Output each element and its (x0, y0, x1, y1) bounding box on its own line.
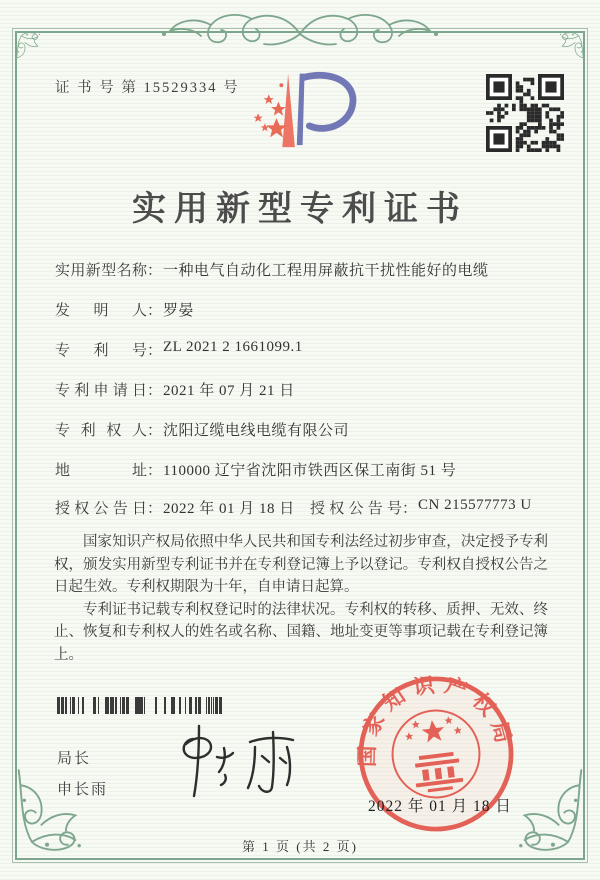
field-grant-date (55, 497, 310, 518)
field-address (55, 459, 550, 499)
seal-text: 国家知识产权局 (355, 672, 518, 768)
grant-row (55, 497, 550, 518)
top-left-flourish-icon (14, 30, 54, 70)
page-number: 第 1 页 (共 2 页) (242, 839, 358, 854)
field-label: 专利申请日 (55, 383, 147, 399)
field-label: 实用新型名称 (55, 263, 147, 279)
field-grant-number (310, 497, 532, 518)
field-list (55, 259, 550, 499)
field-patentee (55, 419, 550, 459)
field-label: 发明人 (55, 303, 147, 319)
field-value: 沈阳辽缆电线电缆有限公司 (163, 423, 350, 439)
field-patent-number (55, 339, 550, 379)
field-label: 地址 (55, 463, 147, 479)
field-label: 专利号 (55, 343, 147, 359)
field-value: ZL 2021 2 1661099.1 (163, 339, 303, 355)
field-application-date (55, 379, 550, 419)
director-signature (158, 720, 323, 810)
field-value: 罗晏 (163, 303, 195, 319)
field-colon: ： (147, 423, 163, 439)
field-value: CN 215577773 U (418, 497, 532, 513)
field-value: 一种电气自动化工程用屏蔽抗干扰性能好的电缆 (163, 263, 489, 279)
field-colon: ： (147, 463, 163, 479)
legal-text (54, 531, 548, 666)
top-center-flourish-icon (140, 4, 460, 60)
field-value: 2021 年 07 月 21 日 (163, 383, 295, 399)
field-label: 授权公告号 (310, 501, 402, 517)
certificate-title: 实用新型专利证书 (132, 191, 468, 228)
director-title: 局长 (57, 751, 92, 767)
seal-date: 2022 年 01 月 18 日 (368, 798, 512, 815)
field-colon: ： (147, 343, 163, 359)
field-colon: ： (147, 263, 163, 279)
cnipa-logo-icon (233, 66, 378, 176)
legal-paragraph-1: 国家知识产权局依照中华人民共和国专利法经过初步审查，决定授予专利权，颁发实用新型专利证书并在专利登记簿上予以登记。专利权自授权公告之日起生效。专利权期限为十年，自申请日起算。 (54, 534, 548, 595)
field-colon: ： (147, 501, 163, 517)
field-colon: ： (147, 303, 163, 319)
field-colon: ： (402, 501, 418, 517)
legal-paragraph-2: 专利证书记载专利权登记时的法律状况。专利权的转移、质押、无效、终止、恢复和专利权人的姓名或名称、国籍、地址变更等事项记载在专利登记簿上。 (54, 601, 548, 663)
field-inventor (55, 299, 550, 339)
field-value: 110000 辽宁省沈阳市铁西区保工南街 51 号 (163, 463, 457, 479)
top-right-flourish-icon (546, 30, 586, 70)
field-utility-model-name (55, 259, 550, 299)
qr-code (486, 74, 564, 152)
field-label: 专利权人 (55, 423, 147, 439)
field-label: 授权公告日 (55, 501, 147, 517)
field-value: 2022 年 01 月 18 日 (163, 501, 295, 517)
barcode (55, 697, 227, 714)
field-colon: ： (147, 383, 163, 399)
certificate-number: 证 书 号 第 15529334 号 (55, 80, 240, 96)
director-name: 申长雨 (57, 782, 109, 798)
